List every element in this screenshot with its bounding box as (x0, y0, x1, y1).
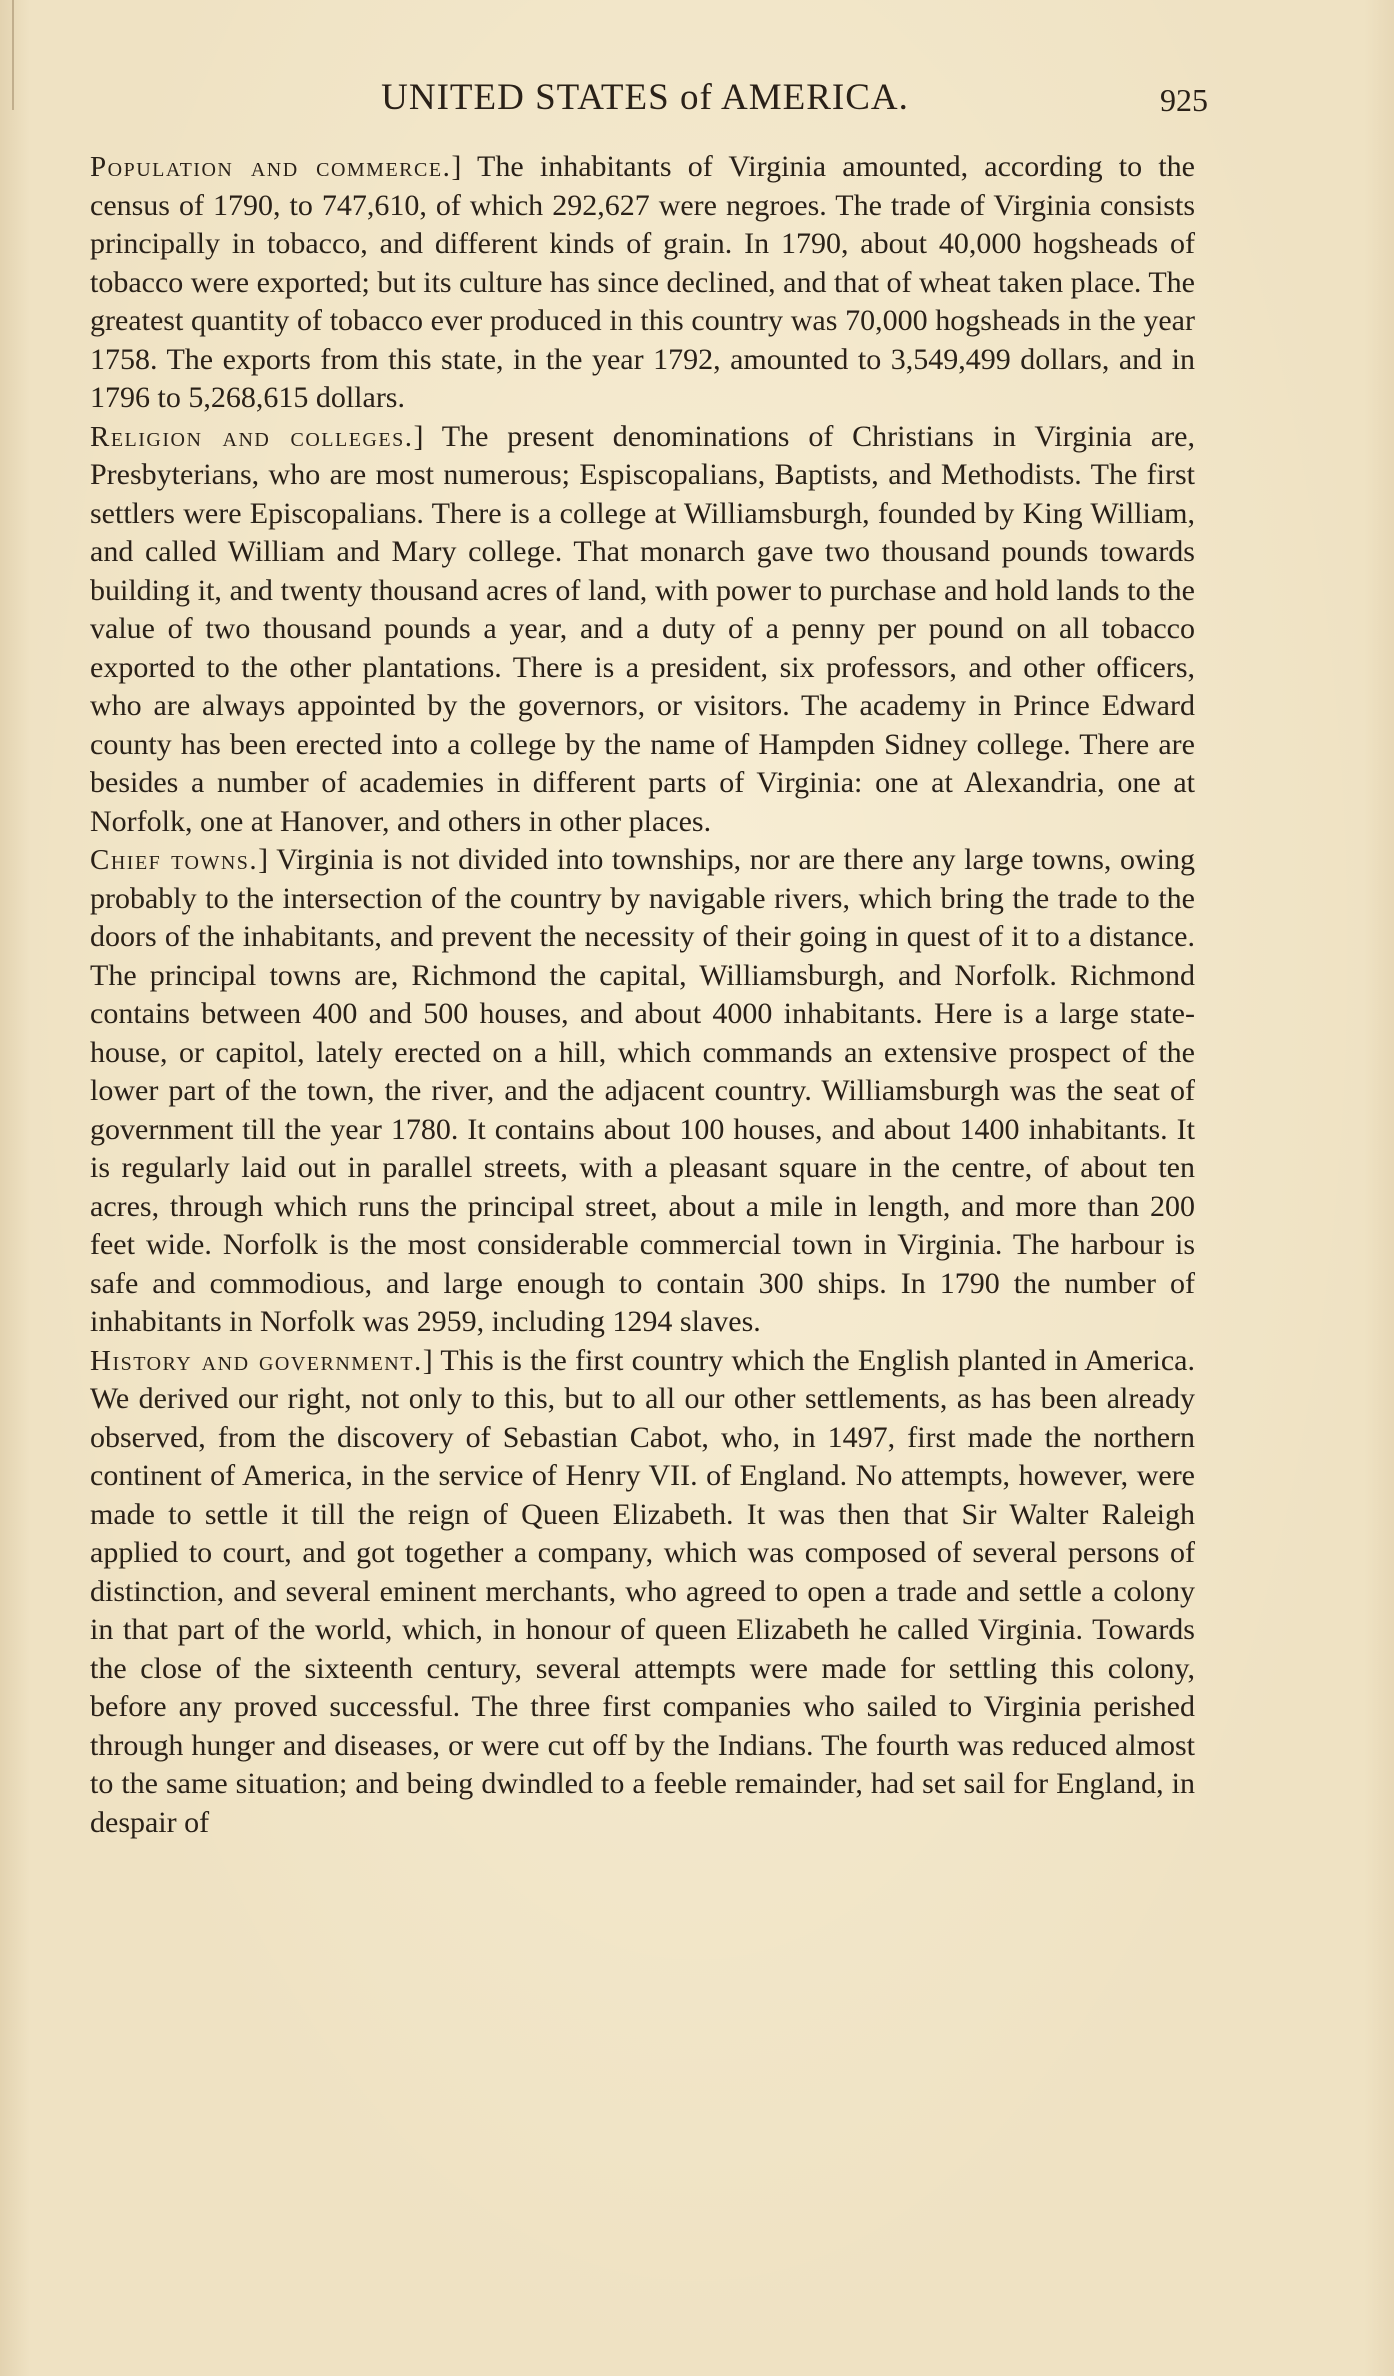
section-text: The present denominations of Christians in Virginia are, Presbyterians, who are most numerous; Espiscopalians, Baptists, and Methodists. The first settlers were Episcopalians. There is a college at Williamsburgh, founded by King William, and called William and Mary college. That monarch gave two thousand pounds towards building it, and twenty thousand acres of land, with power to purchase and hold lands to the value of two thousand pounds a year, and a duty of a penny per pound on all tobacco exported to the other plantations. There is a president, six professors, and other officers, who are always appointed by the governors, or visitors. The academy in Prince Edward county has been erected into a college by the name of Hampden Sidney college. There are besides a number of academies in different parts of Virginia: one at Alexandria, one at Norfolk, one at Hanover, and others in other places. (90, 419, 1195, 838)
section-heading: Population and commerce. (90, 151, 452, 183)
section-text: The inhabitants of Virginia amounted, according to the census of 1790, to 747,610, of which 292,627 were negroes. The trade of Virginia consists principally in tobacco, and different kinds of grain. In 1790, about 40,000 hogsheads of tobacco were exported; but its culture has since declined, and that of wheat taken place. The greatest quantity of tobacco ever produced in this country was 70,000 hogsheads in the year 1758. The exports from this state, in the year 1792, amounted to 3,549,499 dollars, and in 1796 to 5,268,615 dollars. (90, 150, 1196, 414)
section-heading: Religion and colleges. (90, 420, 414, 453)
running-title: UNITED STATES of AMERICA. (381, 77, 909, 118)
section-chief-towns: Chief towns.] Virginia is not divided into townships, nor are there any large towns, owing probably to the intersection of the country by navigable rivers, which bring the trade to the doors of the inhabitants, and prevent the necessity of their going in quest of it to a distance. The principal towns are, Richmond the capital, Williamsburgh, and Norfolk. Richmond contains between 400 and 500 houses, and about 4000 inhabitants. Here is a large state-house, or capitol, lately erected on a hill, which commands an extensive prospect of the lower part of the town, the river, and the adjacent country. Williamsburgh was the seat of government till the year 1780. It contains about 100 houses, and about 1400 inhabitants. It is regularly laid out in parallel streets, with a pleasant square in the centre, of about ten acres, through which runs the principal street, about a mile in length, and more than 200 feet wide. Norfolk is the most considerable commercial town in Virginia. The harbour is safe and commodious, and large enough to contain 300 ships. In 1790 the number of inhabitants in Norfolk was 2959, including 1294 slaves. (90, 843, 1195, 1338)
section-heading: Chief towns. (90, 844, 259, 876)
section-population-commerce: Population and commerce.] The inhabitants of Virginia amounted, according to the census of 1790, to 747,610, of which 292,627 were negroes. The trade of Virginia consists principally in tobacco, and different kinds of grain. In 1790, about 40,000 hogsheads of tobacco were exported; but its culture has since declined, and that of wheat taken place. The greatest quantity of tobacco ever produced in this country was 70,000 hogsheads in the year 1758. The exports from this state, in the year 1792, amounted to 3,549,499 dollars, and in 1796 to 5,268,615 dollars. (90, 150, 1196, 414)
section-text: Virginia is not divided into townships, nor are there any large towns, owing probably to the intersection of the country by navigable rivers, which bring the trade to the doors of the inhabitants, and prevent the necessity of their going in quest of it to a distance. The principal towns are, Richmond the capital, Williamsburgh, and Norfolk. Richmond contains between 400 and 500 houses, and about 4000 inhabitants. Here is a large state-house, or capitol, lately erected on a hill, which commands an extensive prospect of the lower part of the town, the river, and the adjacent country. Williamsburgh was the seat of government till the year 1780. It contains about 100 houses, and about 1400 inhabitants. It is regularly laid out in parallel streets, with a pleasant square in the centre, of about ten acres, through which runs the principal street, about a mile in length, and more than 200 feet wide. Norfolk is the most considerable commercial town in Virginia. The harbour is safe and commodious, and large enough to contain 300 ships. In 1790 the number of inhabitants in Norfolk was 2959, including 1294 slaves. (90, 843, 1195, 1338)
section-text: This is the first country which the English planted in America. We derived our right, not only to this, but to all our other settlements, as has been already observed, from the discovery of Sebastian Cabot, who, in 1497, first made the northern continent of America, in the service of Henry VII. of England. No attempts, however, were made to settle it till the reign of Queen Elizabeth. It was then that Sir Walter Raleigh applied to court, and got together a company, which was composed of several persons of distinction, and several eminent merchants, who agreed to open a trade and settle a colony in that part of the world, which, in honour of queen Elizabeth he called Virginia. Towards the close of the sixteenth century, several attempts were made for settling this colony, before any proved successful. The three first companies who sailed to Virginia perished through hunger and diseases, or were cut off by the Indians. The fourth was reduced almost to the same situation; and being dwindled to a feeble remainder, had set sail for England, in despair of (90, 1343, 1196, 1839)
binding-edge (12, 0, 14, 110)
page-number: 925 (1160, 82, 1208, 118)
section-heading: History and government. (90, 1344, 423, 1377)
section-religion-colleges: Religion and colleges.] The present denominations of Christians in Virginia are, Presbyterians, who are most numerous; Espiscopalians, Baptists, and Methodists. The first settlers were Episcopalians. There is a college at Williamsburgh, founded by King William, and called William and Mary college. That monarch gave two thousand pounds towards building it, and twenty thousand acres of land, with power to purchase and hold lands to the value of two thousand pounds a year, and a duty of a penny per pound on all tobacco exported to the other plantations. There is a president, six professors, and other officers, who are always appointed by the governors, or visitors. The academy in Prince Edward county has been erected into a college by the name of Hampden Sidney college. There are besides a number of academies in different parts of Virginia: one at Alexandria, one at Norfolk, one at Hanover, and others in other places. (90, 419, 1195, 838)
page-header (90, 76, 1208, 126)
body-text (90, 148, 1195, 1842)
section-history-government: History and government.] This is the first country which the English planted in America. We derived our right, not only to this, but to all our other settlements, as has been already observed, from the discovery of Sebastian Cabot, who, in 1497, first made the northern continent of America, in the service of Henry VII. of England. No attempts, however, were made to settle it till the reign of Queen Elizabeth. It was then that Sir Walter Raleigh applied to court, and got together a company, which was composed of several persons of distinction, and several eminent merchants, who agreed to open a trade and settle a colony in that part of the world, which, in honour of queen Elizabeth he called Virginia. Towards the close of the sixteenth century, several attempts were made for settling this colony, before any proved successful. The three first companies who sailed to Virginia perished through hunger and diseases, or were cut off by the Indians. The fourth was reduced almost to the same situation; and being dwindled to a feeble remainder, had set sail for England, in despair of (90, 1343, 1196, 1839)
